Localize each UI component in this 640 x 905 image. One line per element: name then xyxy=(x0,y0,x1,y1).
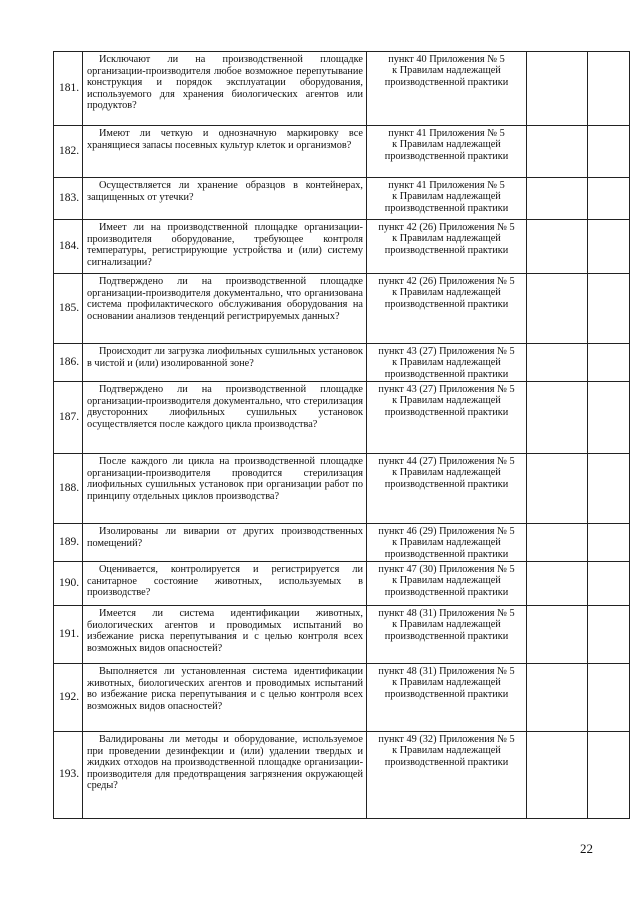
table-row xyxy=(54,220,630,274)
answer-cell xyxy=(527,382,588,454)
answer-cell xyxy=(527,344,588,382)
table-row xyxy=(54,382,630,454)
reference-cell: пункт 43 (27) Приложения № 5 к Правилам надлежащей производственной практики xyxy=(367,382,527,454)
checklist-table xyxy=(53,51,630,819)
answer-cell xyxy=(527,274,588,344)
question-text: Изолированы ли виварии от других производственных помещений? xyxy=(83,524,367,562)
answer-cell xyxy=(527,606,588,664)
row-number: 191. xyxy=(54,606,83,664)
answer-cell xyxy=(527,524,588,562)
note-cell xyxy=(588,220,630,274)
table-row xyxy=(54,454,630,524)
row-number: 183. xyxy=(54,178,83,220)
row-number: 181. xyxy=(54,52,83,126)
row-number: 182. xyxy=(54,126,83,178)
question-text: Имеет ли на производственной площадке организации-производителя оборудование, требующее контроля температуры, регистрирующие устройства и (или) систему сигнализации? xyxy=(83,220,367,274)
answer-cell xyxy=(527,220,588,274)
table-row xyxy=(54,606,630,664)
answer-cell xyxy=(527,664,588,732)
answer-cell xyxy=(527,126,588,178)
reference-cell: пункт 41 Приложения № 5 к Правилам надлежащей производственной практики xyxy=(367,178,527,220)
answer-cell xyxy=(527,178,588,220)
answer-cell xyxy=(527,562,588,606)
row-number: 190. xyxy=(54,562,83,606)
note-cell xyxy=(588,274,630,344)
reference-cell: пункт 41 Приложения № 5 к Правилам надлежащей производственной практики xyxy=(367,126,527,178)
question-text: Осуществляется ли хранение образцов в контейнерах, защищенных от утечки? xyxy=(83,178,367,220)
reference-cell: пункт 42 (26) Приложения № 5 к Правилам надлежащей производственной практики xyxy=(367,274,527,344)
question-text: Происходит ли загрузка лиофильных сушильных установок в чистой и (или) изолированной зоне? xyxy=(83,344,367,382)
note-cell xyxy=(588,382,630,454)
reference-cell: пункт 44 (27) Приложения № 5 к Правилам надлежащей производственной практики xyxy=(367,454,527,524)
question-text: Имеют ли четкую и однозначную маркировку все хранящиеся запасы посевных культур клеток и организмов? xyxy=(83,126,367,178)
answer-cell xyxy=(527,732,588,819)
row-number: 185. xyxy=(54,274,83,344)
row-number: 186. xyxy=(54,344,83,382)
question-text: Подтверждено ли на производственной площадке организации-производителя документально, что стерилизация двусторонних лиофильных сушильных установок осуществляется после каждого цикла производства? xyxy=(83,382,367,454)
question-text: Валидированы ли методы и оборудование, используемое при проведении дезинфекции и (или) удалении твердых и жидких отходов на производственной площадке организации-производителя для предотвращения загрязнения окружающей среды? xyxy=(83,732,367,819)
row-number: 189. xyxy=(54,524,83,562)
table-row xyxy=(54,664,630,732)
page-number: 22 xyxy=(580,841,593,856)
row-number: 193. xyxy=(54,732,83,819)
note-cell xyxy=(588,562,630,606)
question-text: После каждого ли цикла на производственной площадке организации-производителя проводится стерилизация лиофильных сушильных установок при организации работ по принципу отдельных циклов производства? xyxy=(83,454,367,524)
note-cell xyxy=(588,664,630,732)
answer-cell xyxy=(527,52,588,126)
note-cell xyxy=(588,52,630,126)
note-cell xyxy=(588,344,630,382)
reference-cell: пункт 42 (26) Приложения № 5 к Правилам надлежащей производственной практики xyxy=(367,220,527,274)
note-cell xyxy=(588,732,630,819)
reference-cell: пункт 48 (31) Приложения № 5 к Правилам надлежащей производственной практики xyxy=(367,664,527,732)
reference-cell: пункт 49 (32) Приложения № 5 к Правилам надлежащей производственной практики xyxy=(367,732,527,819)
table-row xyxy=(54,562,630,606)
question-text: Оценивается, контролируется и регистрируется ли санитарное состояние животных, используемых в производстве? xyxy=(83,562,367,606)
reference-cell: пункт 40 Приложения № 5 к Правилам надлежащей производственной практики xyxy=(367,52,527,126)
row-number: 184. xyxy=(54,220,83,274)
note-cell xyxy=(588,178,630,220)
note-cell xyxy=(588,524,630,562)
table-row xyxy=(54,732,630,819)
row-number: 188. xyxy=(54,454,83,524)
note-cell xyxy=(588,126,630,178)
reference-cell: пункт 46 (29) Приложения № 5 к Правилам надлежащей производственной практики xyxy=(367,524,527,562)
table-row xyxy=(54,178,630,220)
question-text: Исключают ли на производственной площадке организации-производителя любое возможное перепутывание конструкция и порядок эксплуатации оборудования, используемого для хранения биологических агентов или продуктов? xyxy=(83,52,367,126)
table-row xyxy=(54,524,630,562)
question-text: Выполняется ли установленная система идентификации животных, биологических агентов и проводимых испытаний во избежание риска перепутывания и с целью контроля всех возможных видов опасностей? xyxy=(83,664,367,732)
table-row xyxy=(54,126,630,178)
reference-cell: пункт 48 (31) Приложения № 5 к Правилам надлежащей производственной практики xyxy=(367,606,527,664)
note-cell xyxy=(588,606,630,664)
note-cell xyxy=(588,454,630,524)
table-row xyxy=(54,52,630,126)
row-number: 187. xyxy=(54,382,83,454)
answer-cell xyxy=(527,454,588,524)
reference-cell: пункт 43 (27) Приложения № 5 к Правилам надлежащей производственной практики xyxy=(367,344,527,382)
table-row xyxy=(54,274,630,344)
table-row xyxy=(54,344,630,382)
row-number: 192. xyxy=(54,664,83,732)
question-text: Подтверждено ли на производственной площадке организации-производителя документально, что организована система профилактического обслуживания оборудования на основании анализов тенденций регистрируемых данных? xyxy=(83,274,367,344)
reference-cell: пункт 47 (30) Приложения № 5 к Правилам надлежащей производственной практики xyxy=(367,562,527,606)
question-text: Имеется ли система идентификации животных, биологических агентов и проводимых испытаний во избежание риска перепутывания и с целью контроля всех возможных видов опасностей? xyxy=(83,606,367,664)
